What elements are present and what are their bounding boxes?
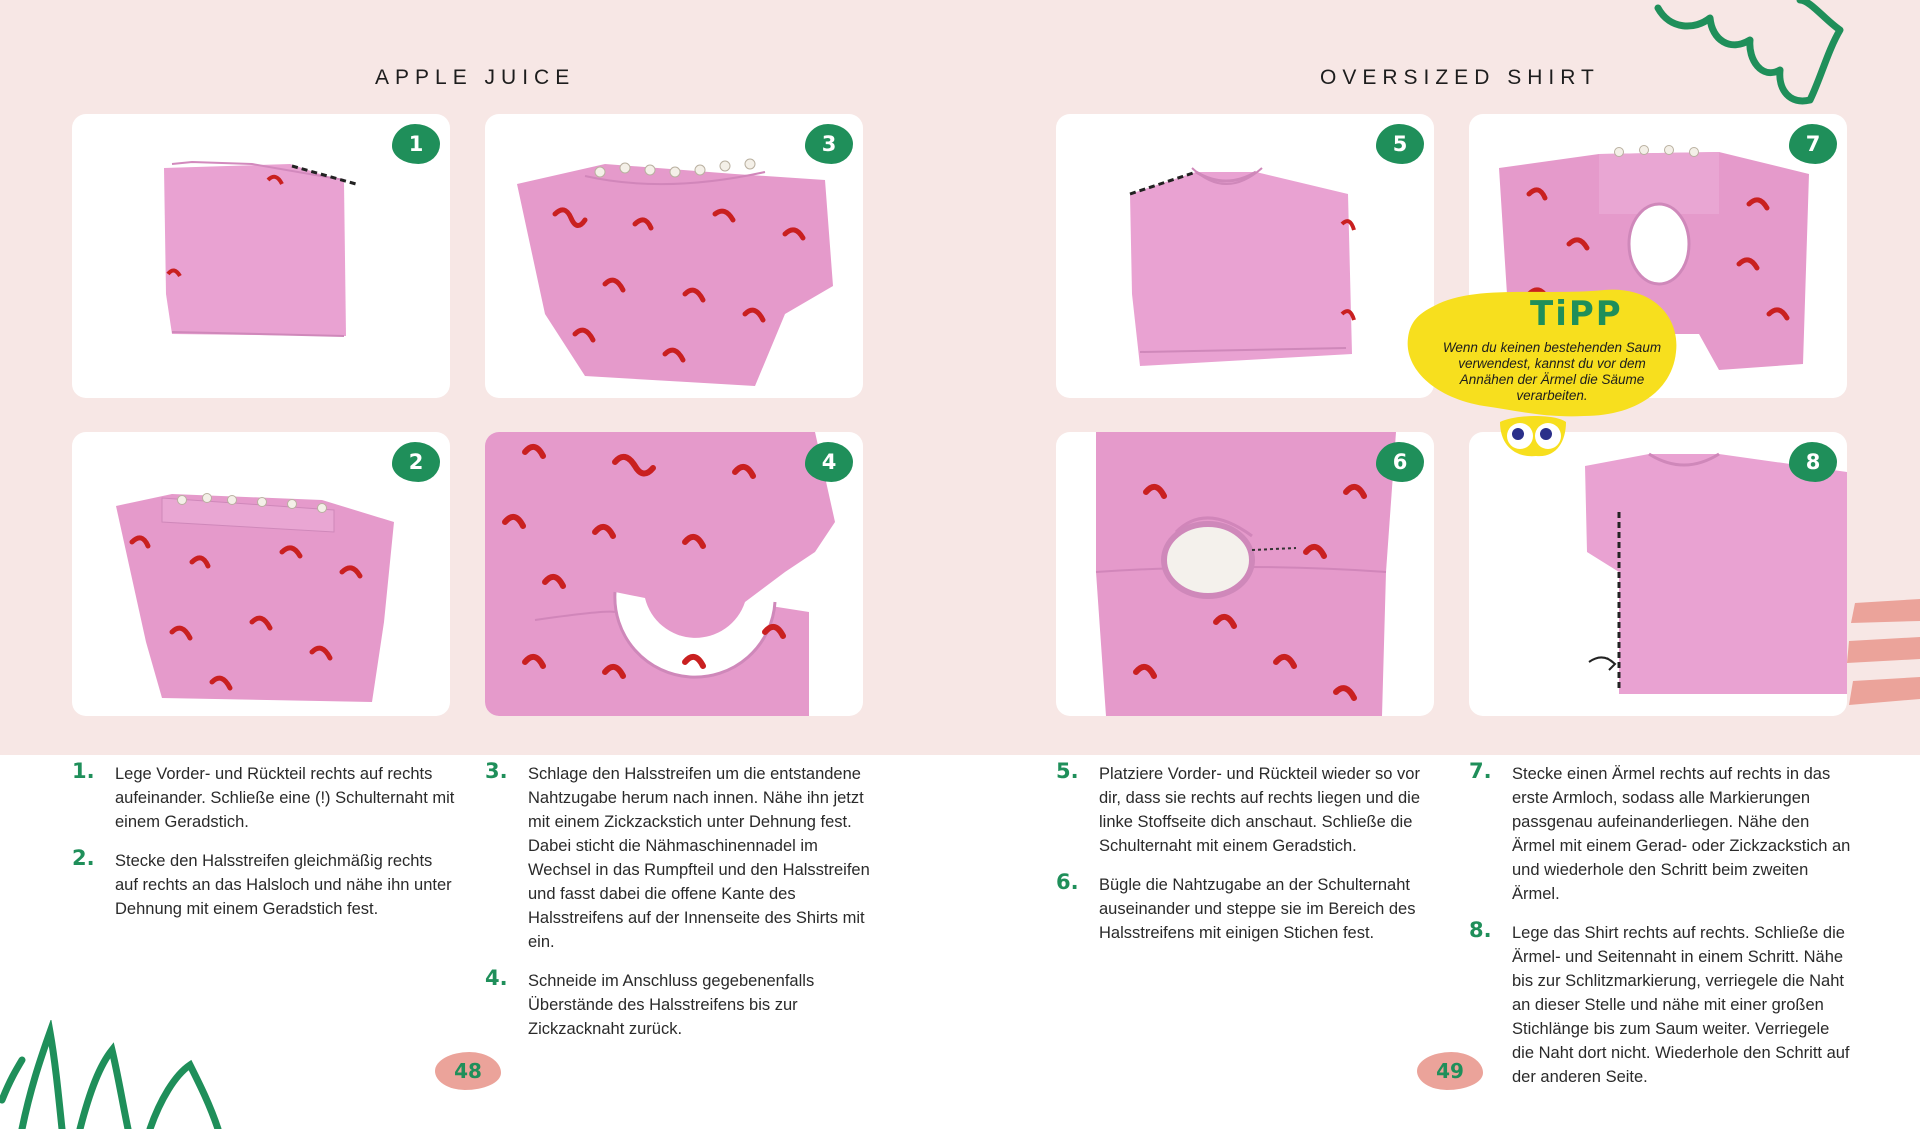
section-title-right: OVERSIZED SHIRT: [1320, 66, 1600, 89]
step-number: 7.: [1469, 759, 1492, 783]
googly-eyes-icon: [1496, 412, 1568, 460]
step-badge: 4: [805, 442, 853, 482]
photo-step-8: [1469, 432, 1847, 716]
step-text: Bügle die Nahtzugabe an der Schulternaht auseinander und steppe sie im Bereich des Halsstreifens mit einigen Stichen fest.: [1099, 876, 1416, 942]
leaf-doodle-bottom-icon: [0, 1020, 260, 1129]
tipp-text: Wenn du keinen bestehenden Saum verwendest, kannst du vor dem Annähen der Ärmel die Säume verarbeiten.: [1442, 340, 1662, 403]
photo-step-1: [72, 114, 450, 398]
step-item: [485, 759, 870, 954]
step-number: 3.: [485, 759, 508, 783]
step-badge: 5: [1376, 124, 1424, 164]
stripes-doodle-icon: [1845, 595, 1920, 715]
step-item: [1056, 870, 1441, 945]
page-number-right: 49: [1417, 1052, 1483, 1090]
step-text: Platziere Vorder- und Rückteil wieder so vor dir, dass sie rechts auf rechts liegen und die linke Stoffseite dich anschaut. Schließe die Schulternaht mit einem Geradstich.: [1099, 765, 1421, 855]
section-title-left: APPLE JUICE: [375, 66, 576, 89]
leaf-doodle-top-icon: [1650, 0, 1850, 115]
step-badge: 2: [392, 442, 440, 482]
step-badge: 8: [1789, 442, 1837, 482]
step-item: [485, 966, 870, 1041]
step-number: 1.: [72, 759, 95, 783]
step-number: 5.: [1056, 759, 1079, 783]
step-text: Lege das Shirt rechts auf rechts. Schließe die Ärmel- und Seitennaht in einem Schritt. Nähe bis zur Schlitzmarkierung, verriegele die Naht an dieser Stelle und nähe mit einer großen Stichlänge bis zum Saum weiter. Verriegele die Naht dort nicht. Wiederhole den Schritt auf der anderen Seite.: [1512, 924, 1850, 1086]
step-text: Schneide im Anschluss gegebenenfalls Überstände des Halsstreifens bis zur Zickzacknaht zurück.: [528, 972, 815, 1038]
step-item: [1469, 759, 1854, 906]
step-text: Schlage den Halsstreifen um die entstandene Nahtzugabe herum nach innen. Nähe ihn jetzt mit einem Zickzackstich unter Dehnung fest. Dabei sticht die Nähmaschinennadel im Wechsel in das Rumpfteil und den Halsstreifen und fasst dabei die offene Kante des Halsstreifens auf der Innenseite des Shirts mit ein.: [528, 765, 870, 951]
photo-step-5: [1056, 114, 1434, 398]
step-item: [1469, 918, 1854, 1089]
step-badge: 3: [805, 124, 853, 164]
step-item: [72, 846, 457, 921]
step-number: 6.: [1056, 870, 1079, 894]
step-item: [1056, 759, 1441, 858]
photo-step-3: [485, 114, 863, 398]
step-text: Stecke einen Ärmel rechts auf rechts in das erste Armloch, sodass alle Markierungen passgenau aufeinanderliegen. Nähe den Ärmel mit einem Gerad- oder Zickzackstich an und wiederhole den Schritt beim zweiten Ärmel.: [1512, 765, 1851, 903]
step-number: 8.: [1469, 918, 1492, 942]
steps-column-4: [1469, 759, 1854, 1104]
photo-step-4: [485, 432, 863, 716]
steps-column-3: [1056, 759, 1441, 960]
step-item: [72, 759, 457, 834]
steps-column-2: [485, 759, 870, 1056]
photo-step-2: [72, 432, 450, 716]
step-badge: 7: [1789, 124, 1837, 164]
step-number: 2.: [72, 846, 95, 870]
tipp-title: TiPP: [1530, 294, 1623, 334]
step-text: Lege Vorder- und Rückteil rechts auf rechts aufeinander. Schließe eine (!) Schulternaht mit einem Geradstich.: [115, 765, 455, 831]
step-number: 4.: [485, 966, 508, 990]
photo-step-6: [1056, 432, 1434, 716]
step-badge: 1: [392, 124, 440, 164]
steps-column-1: [72, 759, 457, 936]
step-badge: 6: [1376, 442, 1424, 482]
page-number-left: 48: [435, 1052, 501, 1090]
step-text: Stecke den Halsstreifen gleichmäßig rechts auf rechts an das Halsloch und nähe ihn unter Dehnung mit einem Geradstich fest.: [115, 852, 452, 918]
